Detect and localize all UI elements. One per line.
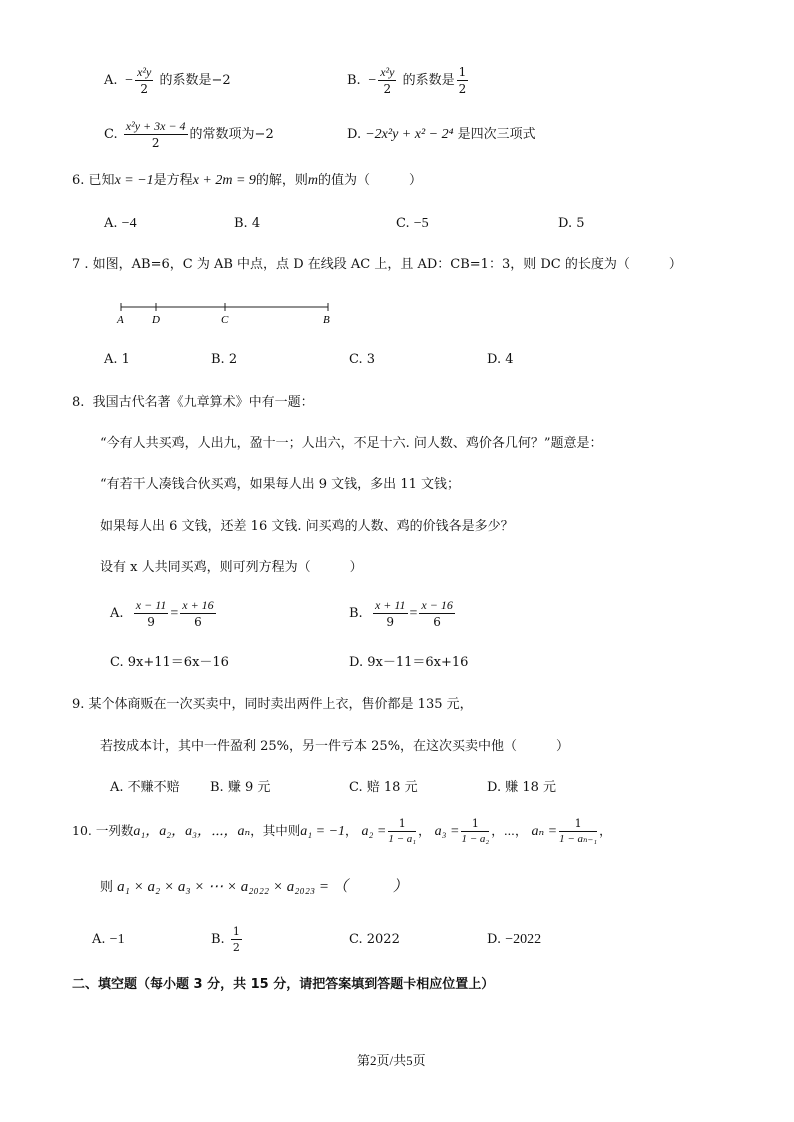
option-text: 的系数是−2 [159,73,231,88]
q8-line-3: 如果每人出 6 文钱，还差 16 文钱. 问买鸡的人数、鸡的价钱各是多少？ [100,519,514,534]
q10-line-2: 则 a₁ × a₂ × a₃ × ⋯ × a₂₀₂₂ × a₂₀₂₃ = （ ） [100,879,408,895]
q8-line-2: “有若干人凑钱合伙买鸡，如果每人出 9 文钱，多出 11 文钱； [100,477,460,492]
page-number: 第2页/共5页 [357,1053,426,1068]
option-text: 的系数是 [402,73,455,88]
fraction: $\frac{1}{\text{1 − a₂}}$ [461,817,490,845]
math-variable: m [307,173,319,188]
option-label: D. [347,127,362,142]
fraction: $\frac{1}{2}$ [232,925,240,954]
option-label: C. [104,127,118,142]
section-heading: 二、填空题（每小题 3 分，共 15 分，请把答案填到答题卡相应位置上） [72,977,495,992]
answer-fraction: $\frac{1}{2}$ [458,65,467,96]
math-sequence: a₁，a₂，a₃，⋯，aₙ [133,824,251,839]
q8-line-4: 设有 x 人共同买鸡，则可列方程为（ ） [100,560,363,575]
fraction: $\frac{x - 16}{6}$ [421,598,453,629]
q5-option-b: B. − $\frac{\text{x²y}}{2}$ 的系数是 $\frac{1}{2}$ [347,65,467,96]
fraction: $\frac{1}{\text{1 − aₙ₋₁}}$ [559,817,598,845]
option-label: A. [104,73,118,88]
q9-line-2: 若按成本计，其中一件盈利 25%，另一件亏本 25%，在这次买卖中他（ ） [100,739,570,754]
q8-intro: 8. 我国古代名著《九章算术》中有一题： [72,395,314,410]
math-expression: x + 2m = 9 [192,173,256,188]
fraction: $\frac{\text{x²y}}{2}$ [137,65,152,96]
q9-line-1: 9. 某个体商贩在一次买卖中，同时卖出两件上衣，售价都是 135 元， [72,697,473,712]
fraction: $\frac{x + 16}{6}$ [182,598,214,629]
line-segment-figure [110,298,340,328]
fraction: $\frac{\text{x²y + 3x − 4}}{2}$ [125,119,186,150]
q7-stem: 7 . 如图，AB=6，C 为 AB 中点，点 D 在线段 AC 上，且 AD：CB=1：3，则 DC 的长度为（ ） [72,257,682,272]
q10-option-d: D. −2022 [487,932,542,947]
math-expression: a₁ × a₂ × a₃ × ⋯ × a₂₀₂₂ × a₂₀₂₃ = （ ） [117,879,408,895]
q6-option-a: A. −4 [104,216,137,231]
q6-option-c: C. −5 [396,216,429,231]
q10-option-a: A. −1 [92,932,125,947]
point-label-c: C [221,314,229,326]
point-label-a: A [117,314,124,326]
q10-option-c: C. 2022 [349,932,400,947]
q6-option-b: B. 4 [234,216,261,231]
q5-option-d [347,128,536,142]
fraction: $\frac{1}{\text{1 − a₁}}$ [388,817,417,845]
q9-option-c: C. 赔 18 元 [349,780,418,795]
q7-option-d: D. 4 [487,352,514,367]
math-expression: −2x²y + x² − 2⁴ [365,127,454,142]
q7-option-c: C. 3 [349,352,376,367]
q5-option-c [104,120,274,149]
q10-option-b: B. $\frac{1}{2}$ [211,925,240,954]
q9-option-d: D. 赚 18 元 [487,780,557,795]
fraction: $\frac{x - 11}{9}$ [135,598,167,629]
q6-stem: 6. 已知x = −1是方程x + 2m = 9的解，则m的值为（ ） [72,173,423,188]
q9-option-b: B. 赚 9 元 [210,780,271,795]
q8-option-a: A. $\frac{x - 11}{9}$ = $\frac{x + 16}{6}$ [110,598,214,629]
math-expression: a₁ = −1 [300,824,346,839]
q8-option-b: B. $\frac{x + 11}{9}$ = $\frac{x - 16}{6}$ [349,598,453,629]
q9-option-a: A. 不赚不赔 [110,780,180,795]
q10-stem: 10. 一列数a₁，a₂，a₃，⋯，aₙ，其中则a₁ = −1， a₂ = $\frac{1}{\text{1 − a₁}}$ ， a₃ = $\frac{1}{\text{1 − a₂}}$ ，⋯， aₙ = $\frac{1}{\text{1 − aₙ₋₁}}$ ， [72,817,612,845]
q5-option-a: A. − $\frac{\text{x²y}}{2}$ 的系数是−2 [104,65,231,96]
q7-option-a: A. 1 [104,352,130,367]
q7-option-b: B. 2 [211,352,238,367]
q8-line-1: “今有人共买鸡，人出九，盈十一；人出六，不足十六. 问人数、鸡价各几何？”题意是： [100,436,603,451]
q6-option-d: D. 5 [558,216,585,231]
point-label-d: D [152,314,160,326]
option-label: B. [347,73,361,88]
fraction: $\frac{\text{x²y}}{2}$ [380,65,395,96]
q8-option-d: D. 9x－11＝6x+16 [349,655,469,670]
fraction: $\frac{x + 11}{9}$ [374,598,406,629]
point-label-b: B [323,314,330,326]
q8-option-c: C. 9x+11＝6x－16 [110,655,229,670]
option-text: 的常数项为−2 [189,127,274,142]
math-expression: x = −1 [114,173,154,188]
option-text: 是四次三项式 [457,127,536,142]
